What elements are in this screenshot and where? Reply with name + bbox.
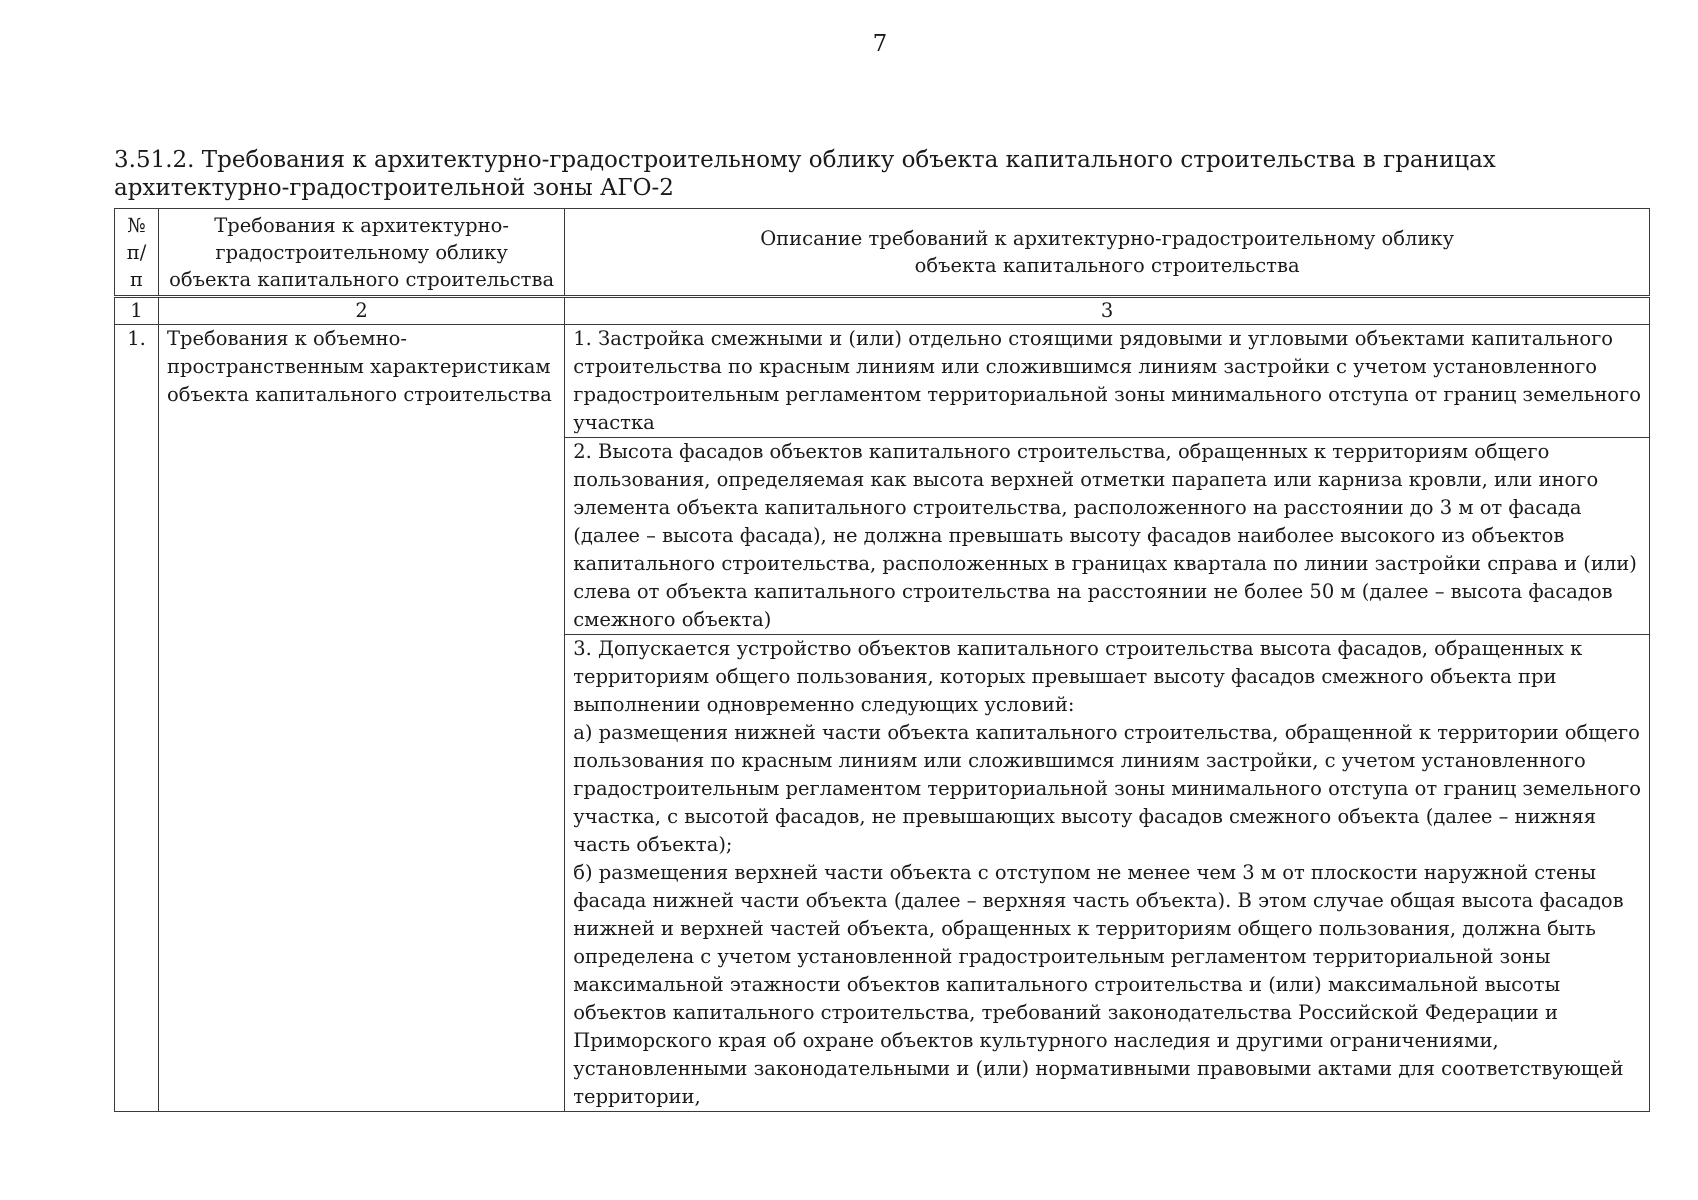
column-index-1: 1 bbox=[115, 297, 159, 325]
section-title: 3.51.2. Требования к архитектурно-градостроительному облику объекта капитального строительства в границах архитектурно-градостроительной зоны АГО-2 bbox=[114, 147, 1496, 201]
table-row bbox=[115, 325, 1650, 438]
requirement-item-2: 2. Высота фасадов объектов капитального строительства, обращенных к территориям общего пользования, определяемая как высота верхней отметки парапета или карниза кровли, или иного элемента объекта капитального строительства, расположенного на расстоянии до 3 м от фасада (далее – высота фасада), не должна превышать высоту фасадов наиболее высокого из объектов капитального строительства, расположенных в границах квартала по линии застройки справа и (или) слева от объекта капитального строительства на расстоянии не более 50 м (далее – высота фасадов смежного объекта) bbox=[565, 438, 1650, 635]
header-desc: Описание требований к архитектурно-градостроительному облику объекта капитального строительства bbox=[565, 209, 1650, 297]
requirement-name: Требования к объемно- пространственным характеристикам объекта капитального строительства bbox=[159, 325, 565, 1112]
header-num: № п/п bbox=[115, 209, 159, 297]
column-index-row bbox=[115, 297, 1650, 325]
column-index-2: 2 bbox=[159, 297, 565, 325]
row-number: 1. bbox=[115, 325, 159, 1112]
requirements-table bbox=[114, 208, 1650, 1112]
requirement-item-1: 1. Застройка смежными и (или) отдельно стоящими рядовыми и угловыми объектами капитального строительства по красным линиям или сложившимся линиям застройки с учетом установленного градостроительным регламентом территориальной зоны минимального отступа от границ земельного участка bbox=[565, 325, 1650, 438]
page-number: 7 bbox=[872, 31, 888, 57]
header-name: Требования к архитектурно- градостроительному облику объекта капитального строительства bbox=[159, 209, 565, 297]
column-index-3: 3 bbox=[565, 297, 1650, 325]
table-header-row bbox=[115, 209, 1650, 297]
requirement-item-3: 3. Допускается устройство объектов капитального строительства высота фасадов, обращенных к территориям общего пользования, которых превышает высоту фасадов смежного объекта при выполнении одновременно следующих условий: а) размещения нижней части объекта капитального строительства, обращенной к территории общего пользования по красным линиям или сложившимся линиям застройки, с учетом установленного градостроительным регламентом территориальной зоны минимального отступа от границ земельного участка, с высотой фасадов, не превышающих высоту фасадов смежного объекта (далее – нижняя часть объекта); б) размещения верхней части объекта с отступом не менее чем 3 м от плоскости наружной стены фасада нижней части объекта (далее – верхняя часть объекта). В этом случае общая высота фасадов нижней и верхней частей объекта, обращенных к территориям общего пользования, должна быть определена с учетом установленной градостроительным регламентом территориальной зоны максимальной этажности объектов капитального строительства и (или) максимальной высоты объектов капитального строительства, требований законодательства Российской Федерации и Приморского края об охране объектов культурного наследия и другими ограничениями, установленными законодательными и (или) нормативными правовыми актами для соответствующей территории, bbox=[565, 635, 1650, 1112]
